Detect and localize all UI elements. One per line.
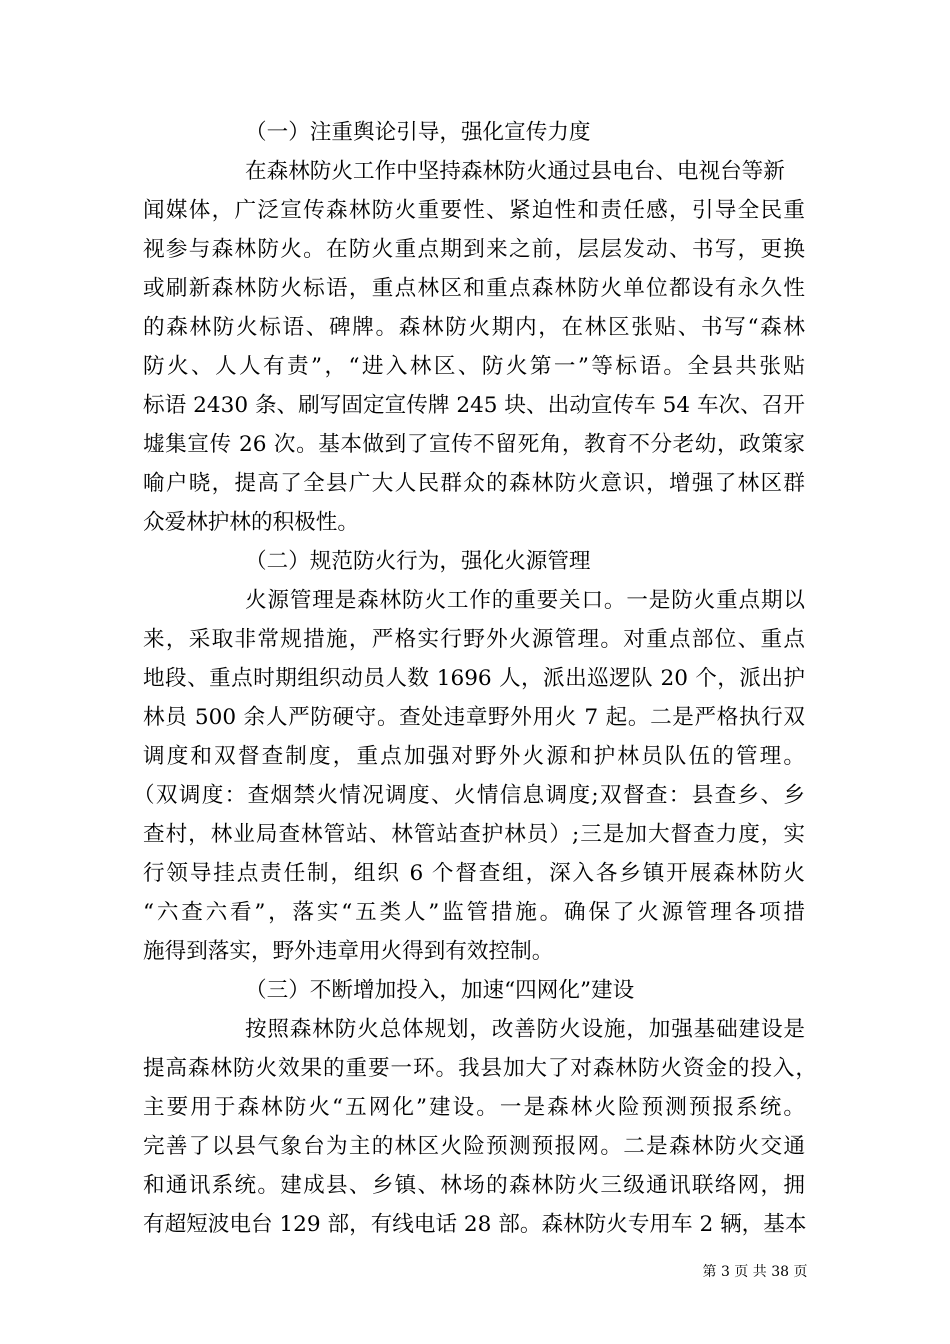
paragraph-line: 标语 2430 条、刷写固定宣传牌 245 块、出动宣传车 54 车次、召开	[143, 393, 805, 418]
paragraph-line: 按照森林防火总体规划，改善防火设施，加强基础建设是	[245, 1017, 805, 1042]
heading-3: （三）不断增加投入，加速“四网化”建设	[245, 978, 635, 1003]
paragraph-line: 主要用于森林防火“五网化”建设。一是森林火险预测预报系统。	[143, 1095, 805, 1120]
paragraph-line: （双调度：查烟禁火情况调度、火情信息调度;双督查：县查乡、乡	[133, 783, 805, 808]
heading-2: （二）规范防火行为，强化火源管理	[245, 549, 591, 574]
paragraph-line: 视参与森林防火。在防火重点期到来之前，层层发动、书写，更换	[143, 237, 805, 262]
paragraph-line: 在森林防火工作中坚持森林防火通过县电台、电视台等新	[245, 159, 785, 184]
paragraph-line: 林员 500 余人严防硬守。查处违章野外用火 7 起。二是严格执行双	[143, 705, 805, 730]
page-number-footer: 第 3 页 共 38 页	[702, 1264, 808, 1280]
paragraph-line: 墟集宣传 26 次。基本做到了宣传不留死角，教育不分老幼，政策家	[143, 432, 805, 457]
paragraph-line: 闻媒体，广泛宣传森林防火重要性、紧迫性和责任感，引导全民重	[143, 198, 805, 223]
paragraph-line: 提高森林防火效果的重要一环。我县加大了对森林防火资金的投入，	[143, 1056, 817, 1081]
paragraph-line: 火源管理是森林防火工作的重要关口。一是防火重点期以	[245, 588, 805, 613]
paragraph-line: 调度和双督查制度，重点加强对野外火源和护林员队伍的管理。	[143, 744, 805, 769]
paragraph-line: 完善了以县气象台为主的林区火险预测预报网。二是森林防火交通	[143, 1134, 805, 1159]
paragraph-line: 防火、人人有责”，“进入林区、防火第一”等标语。全县共张贴	[143, 354, 805, 379]
paragraph-line: 喻户晓，提高了全县广大人民群众的森林防火意识，增强了林区群	[143, 471, 805, 496]
paragraph-line: 有超短波电台 129 部，有线电话 28 部。森林防火专用车 2 辆，基本	[143, 1212, 807, 1237]
paragraph-line: 众爱林护林的积极性。	[143, 510, 359, 535]
paragraph-line: 或刷新森林防火标语，重点林区和重点森林防火单位都设有永久性	[143, 276, 805, 301]
heading-1: （一）注重舆论引导，强化宣传力度	[245, 120, 591, 145]
paragraph-line: 查村，林业局查林管站、林管站查护林员）;三是加大督查力度，实	[143, 822, 805, 847]
paragraph-line: 地段、重点时期组织动员人数 1696 人，派出巡逻队 20 个，派出护	[143, 666, 805, 691]
paragraph-line: 来，采取非常规措施，严格实行野外火源管理。对重点部位、重点	[143, 627, 805, 652]
paragraph-line: 行领导挂点责任制，组织 6 个督查组，深入各乡镇开展森林防火	[143, 861, 805, 886]
paragraph-line: 施得到落实，野外违章用火得到有效控制。	[143, 939, 554, 964]
paragraph-line: “六查六看”，落实“五类人”监管措施。确保了火源管理各项措	[143, 900, 805, 925]
paragraph-line: 的森林防火标语、碑牌。森林防火期内，在林区张贴、书写“森林	[143, 315, 805, 340]
paragraph-line: 和通讯系统。建成县、乡镇、林场的森林防火三级通讯联络网，拥	[143, 1173, 805, 1198]
